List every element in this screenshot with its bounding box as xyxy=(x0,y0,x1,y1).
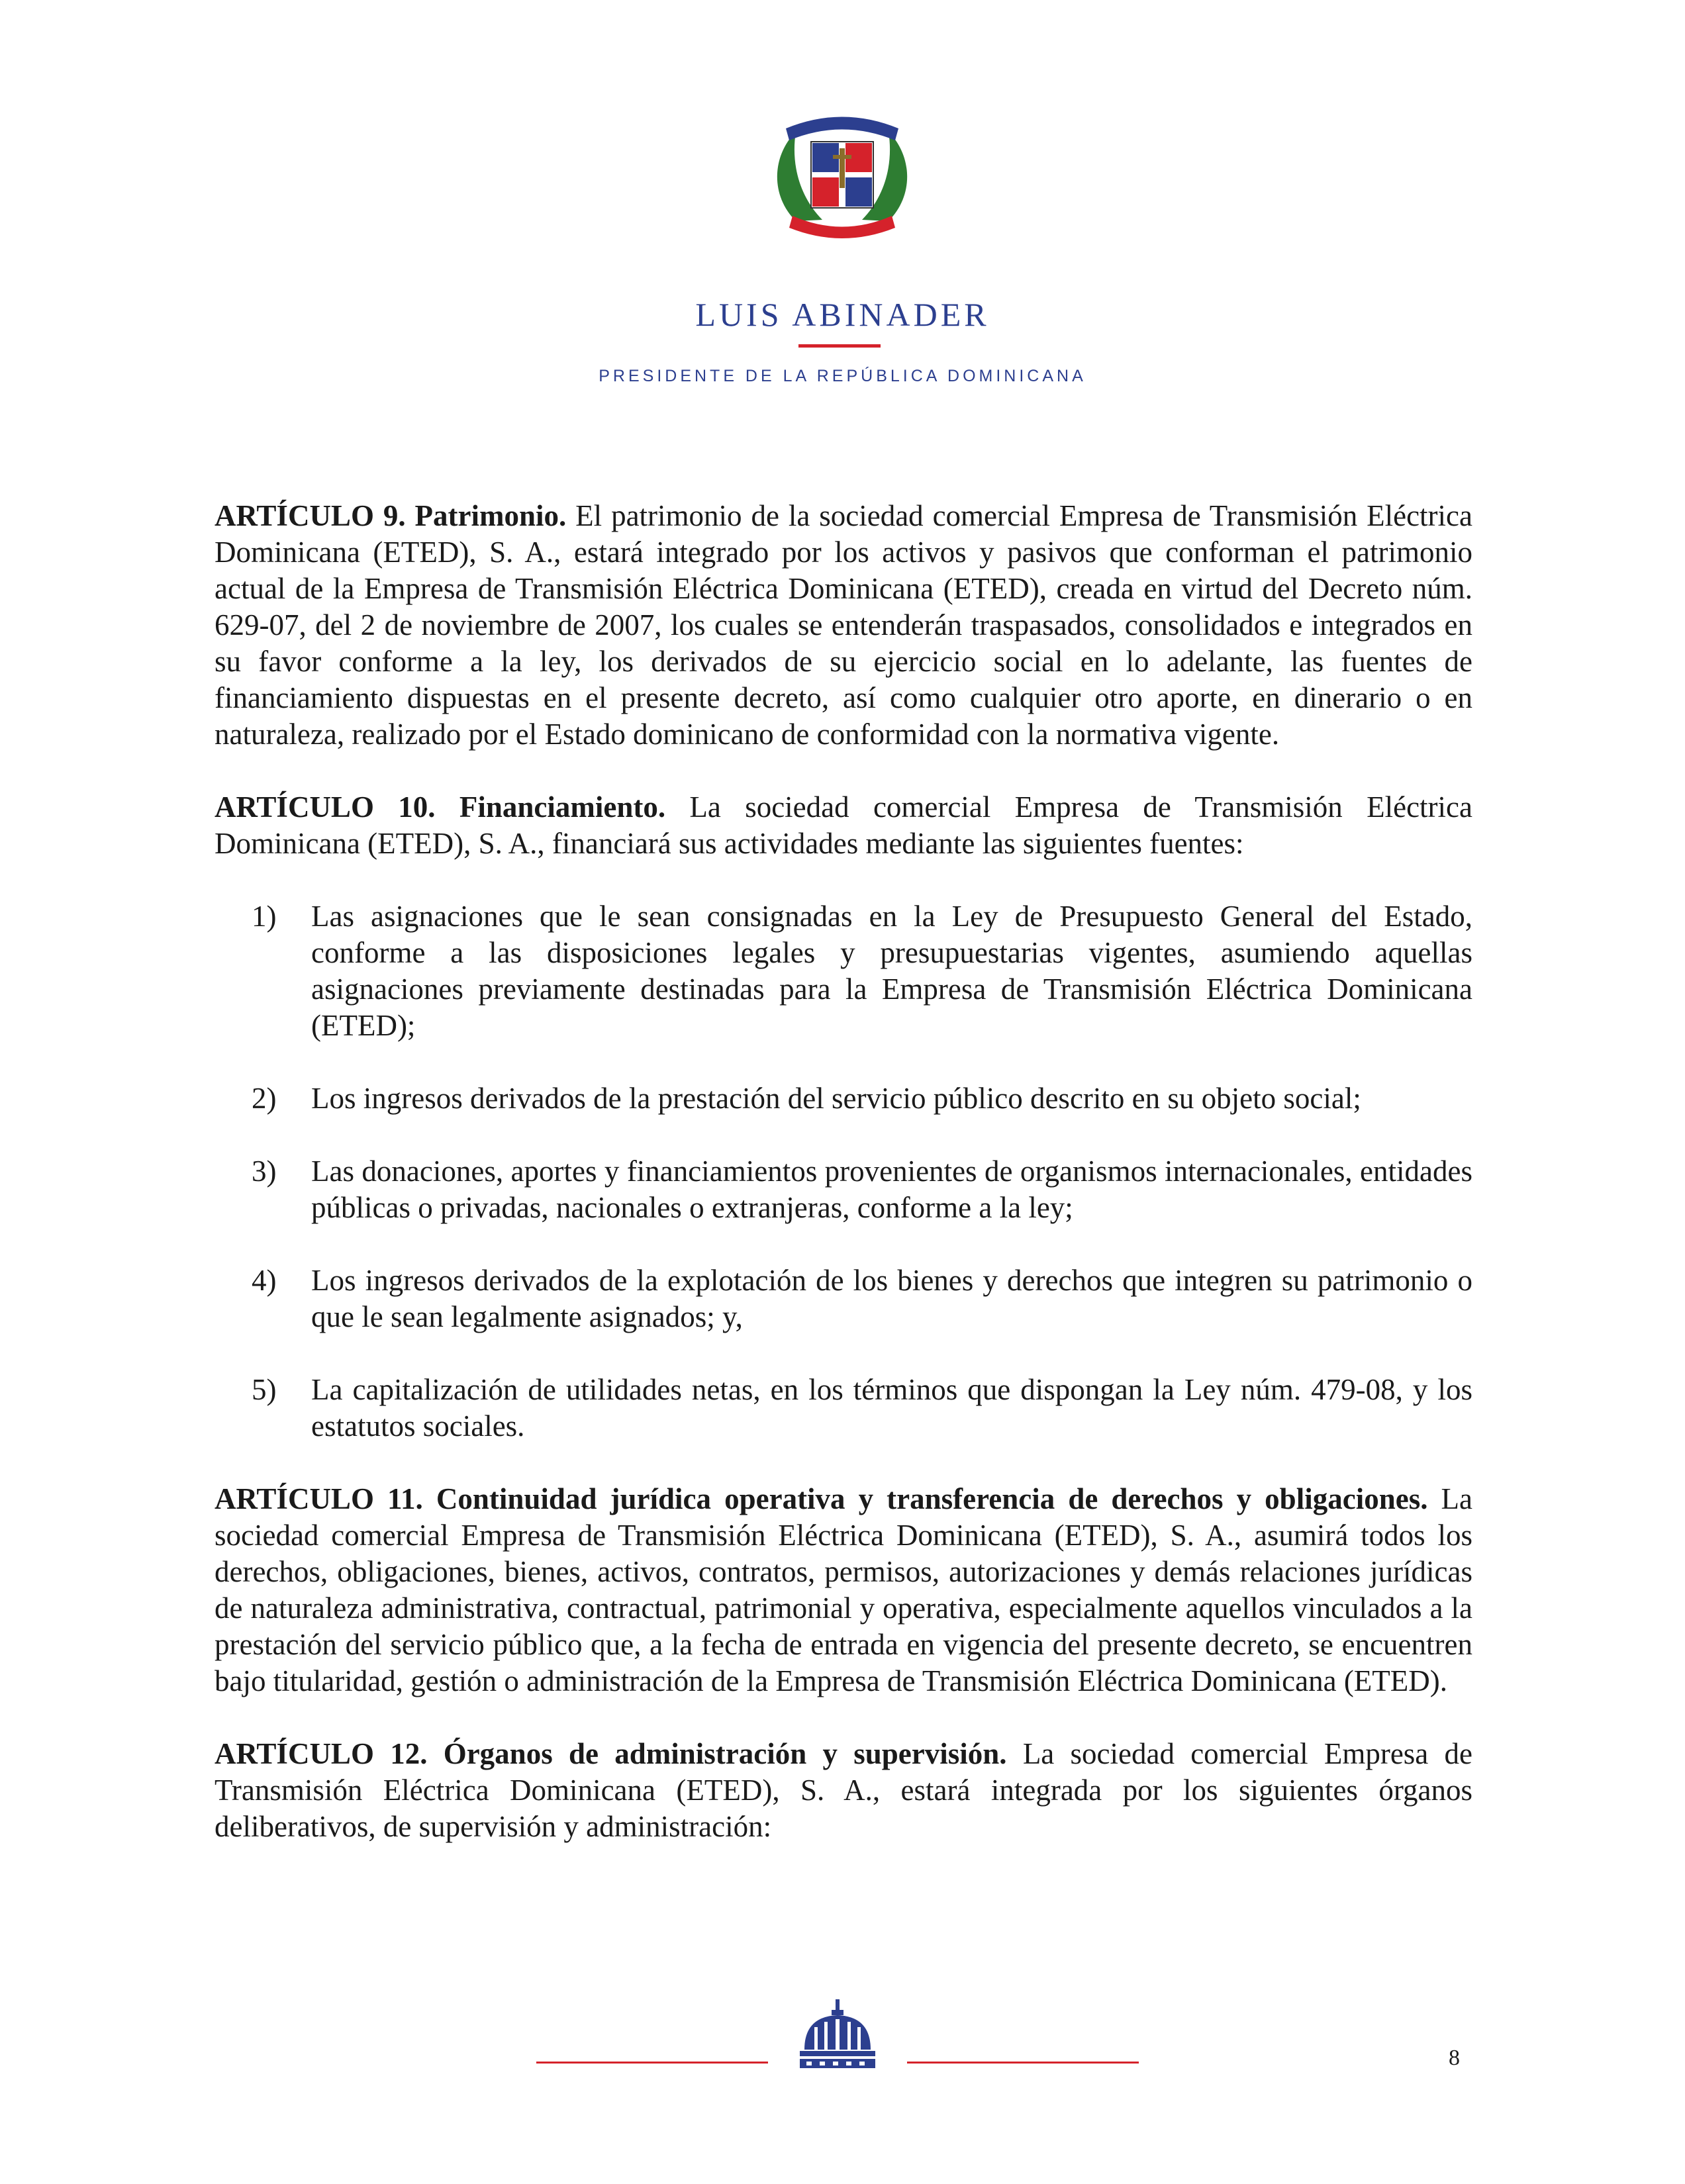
footer-rule-left xyxy=(536,2062,768,2064)
article-12 xyxy=(215,1736,1472,1845)
article-11 xyxy=(215,1481,1472,1699)
article-9-text: El patrimonio de la sociedad comercial Empresa de Transmisión Eléctrica Dominicana (ETED), S. A., estará integrado por los activos y pasivos que conforman el patrimonio actual de la Empresa de Transmisión Eléctrica Dominicana (ETED), creada en virtud del Decreto núm. 629-07, del 2 de noviembre de 2007, los cuales se entenderán traspasados, consolidados e integrados en su favor conforme a la ley, los derivados de su ejercicio social en lo adelante, las fuentes de financiamiento dispuestas en el presente decreto, así como cualquier otro aporte, en dinerario o en naturaleza, realizado por el Estado dominicano de conformidad con la normativa vigente. xyxy=(215,499,1472,751)
article-9-heading: ARTÍCULO 9. Patrimonio. xyxy=(215,499,567,532)
page-number: 8 xyxy=(1449,2046,1460,2070)
coat-of-arms-emblem xyxy=(759,102,925,248)
article-9 xyxy=(215,498,1472,753)
list-item-text: Las donaciones, aportes y financiamientos provenientes de organismos internacionales, entidades públicas o privadas, nacionales o extranjeras, conforme a la ley; xyxy=(311,1155,1472,1224)
article-12-text: La sociedad comercial Empresa de Transmisión Eléctrica Dominicana (ETED), S. A., estará integrada por los siguientes órganos deliberativos, de supervisión y administración: xyxy=(215,1737,1473,1843)
list-item xyxy=(215,1372,1472,1445)
list-item-number: 4) xyxy=(252,1264,277,1297)
article-11-text: La sociedad comercial Empresa de Transmisión Eléctrica Dominicana (ETED), S. A., asumirá todos los derechos, obligaciones, bienes, activos, contratos, permisos, autorizaciones y demás relaciones jurídicas de naturaleza administrativa, contractual, patrimonial y operativa, especialmente aquellos vinculados a la prestación del servicio público que, a la fecha de entrada en vigencia del presente decreto, se encuentren bajo titularidad, gestión o administración de la Empresa de Transmisión Eléctrica Dominicana (ETED). xyxy=(215,1482,1472,1697)
list-item xyxy=(215,1262,1472,1335)
list-item-text: La capitalización de utilidades netas, en los términos que dispongan la Ley núm. 479-08, y los estatutos sociales. xyxy=(311,1373,1472,1443)
president-subtitle: PRESIDENTE DE LA REPÚBLICA DOMINICANA xyxy=(599,367,1086,385)
list-item-text: Los ingresos derivados de la explotación de los bienes y derechos que integren su patrimonio o que le sean legalmente asignados; y, xyxy=(311,1264,1472,1333)
article-11-heading: ARTÍCULO 11. Continuidad jurídica operativa y transferencia de derechos y obligaciones. xyxy=(215,1482,1428,1515)
list-item-number: 3) xyxy=(252,1155,277,1188)
name-underline xyxy=(798,344,881,348)
list-item xyxy=(215,1153,1472,1226)
list-item-number: 1) xyxy=(252,900,277,933)
list-item-text: Los ingresos derivados de la prestación del servicio público descrito en su objeto social; xyxy=(311,1082,1361,1115)
list-item-number: 2) xyxy=(252,1082,277,1115)
list-item-text: Las asignaciones que le sean consignadas en la Ley de Presupuesto General del Estado, conforme a las disposiciones legales y presupuestarias vigentes, asumiendo aquellas asignaciones previamente destinadas para la Empresa de Transmisión Eléctrica Dominicana (ETED); xyxy=(311,900,1472,1042)
list-item xyxy=(215,898,1472,1044)
article-10 xyxy=(215,789,1472,862)
footer-rule-right xyxy=(907,2062,1139,2064)
president-name: LUIS ABINADER xyxy=(695,296,990,333)
palace-dome-icon xyxy=(794,1998,881,2071)
funding-sources-list xyxy=(215,898,1472,1445)
list-item-number: 5) xyxy=(252,1373,277,1406)
article-10-text: La sociedad comercial Empresa de Transmisión Eléctrica Dominicana (ETED), S. A., financiará sus actividades mediante las siguientes fuentes: xyxy=(215,790,1472,860)
article-12-heading: ARTÍCULO 12. Órganos de administración y supervisión. xyxy=(215,1737,1007,1770)
document-body xyxy=(215,498,1472,1881)
article-10-heading: ARTÍCULO 10. Financiamiento. xyxy=(215,790,666,824)
list-item xyxy=(215,1080,1472,1117)
